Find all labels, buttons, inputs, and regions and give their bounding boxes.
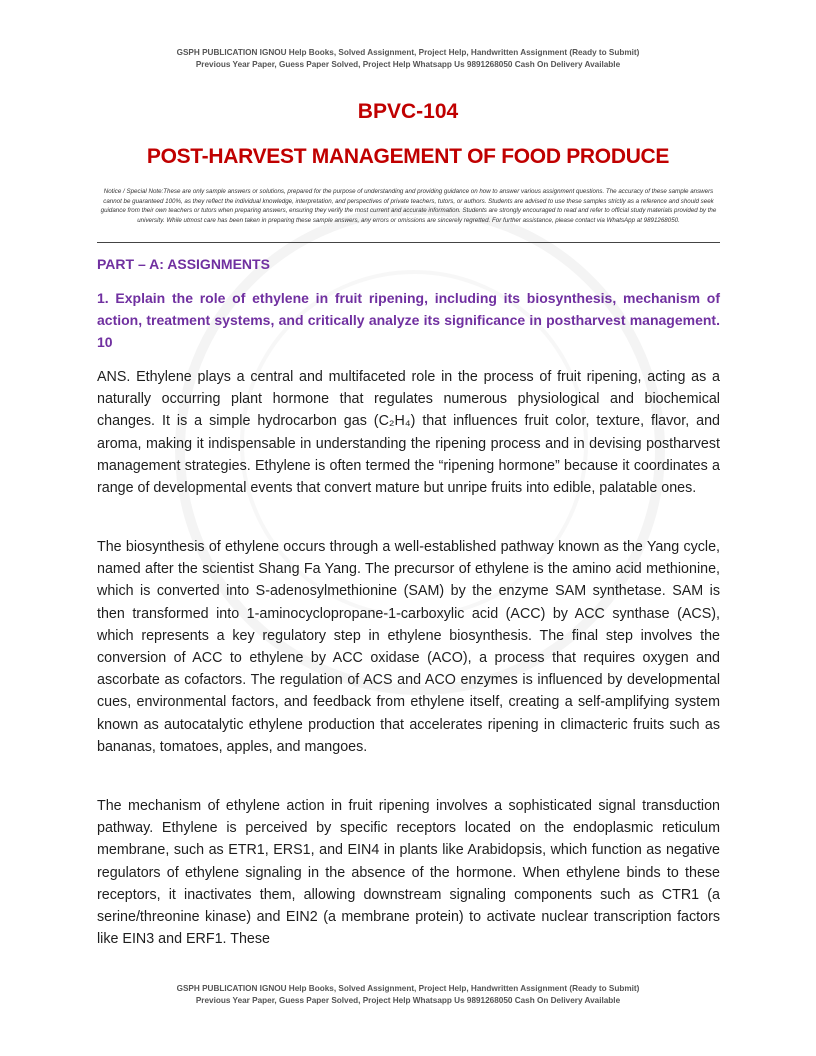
course-code: BPVC-104 xyxy=(357,100,459,123)
page-footer xyxy=(0,983,816,1007)
page-header xyxy=(0,47,816,71)
answer-paragraph: ANS. Ethylene plays a central and multifaceted role in the process of fruit ripening, acting as a naturally occurring plant hormone that regulates numerous physiological and biochemical changes. It is a simple hydrocarbon gas (C₂H₄) that influences fruit color, texture, flavor, and aroma, making it indispensable in understanding the ripening process and in devising postharvest management strategies. Ethylene is often termed the “ripening hormone” because it coordinates a range of developmental events that convert mature but unripe fruits into edible, palatable ones. xyxy=(97,369,720,497)
answer-paragraph: The biosynthesis of ethylene occurs through a well-established pathway known as the Yang cycle, named after the scientist Shang Fa Yang. The precursor of ethylene is the amino acid methionine, which is converted into S-adenosylmethionine (SAM) by the enzyme SAM synthetase. SAM is then transformed into 1-aminocyclopropane-1-carboxylic acid (ACC) by ACC synthase (ACS), which represents a key regulatory step in ethylene biosynthesis. The final step involves the conversion of ACC to ethylene by ACC oxidase (ACO), a process that requires oxygen and ascorbate as cofactors. The regulation of ACS and ACO enzymes is influenced by developmental cues, environmental factors, and feedback from ethylene itself, creating a self-amplifying system known as autocatalytic ethylene production that accelerates ripening in climacteric fruits such as bananas, tomatoes, apples, and mangoes. xyxy=(97,539,720,755)
answer-paragraph: The mechanism of ethylene action in fruit ripening involves a sophisticated signal transduction pathway. Ethylene is perceived by specific receptors located on the endoplasmic reticulum membrane, such as ETR1, ERS1, and EIN4 in plants like Arabidopsis, which function as negative regulators of ethylene signaling in the absence of the hormone. When ethylene binds to these receptors, it inactivates them, allowing downstream signaling components such as CTR1 (a serine/threonine kinase) and EIN2 (a membrane protein) to activate nuclear transcription factors like EIN3 and ERF1. These xyxy=(97,798,720,948)
footer-line-2: Previous Year Paper, Guess Paper Solved, Project Help Whatsapp Us 9891268050 Cash On Delivery Available xyxy=(195,996,621,1005)
divider xyxy=(97,242,720,243)
document-title: POST-HARVEST MANAGEMENT OF FOOD PRODUCE xyxy=(146,145,670,168)
section-heading: PART – A: ASSIGNMENTS xyxy=(97,256,270,272)
notice-text: Notice / Special Note:These are only sample answers or solutions, prepared for the purpose of understanding and providing guidance on how to answer various assignment questions. The accuracy of these sample answers cannot be guaranteed 100%, as they reflect the individual knowledge, interpretation, and perspectives of private teachers, tutors, or authors. Students are advised to use these samples strictly as a reference and should seek guidance from their own teachers or tutors when preparing answers, ensuring they verify the most current and accurate information. Students are strongly encouraged to read and refer to official study materials provided by the university. While utmost care has been taken in preparing these sample answers, any errors or omissions are sincerely regretted. For further assistance, please contact via WhatsApp at 9891268050. xyxy=(100,188,717,224)
header-line-2: Previous Year Paper, Guess Paper Solved, Project Help Whatsapp Us 9891268050 Cash On Delivery Available xyxy=(195,60,621,69)
header-line-1: GSPH PUBLICATION IGNOU Help Books, Solved Assignment, Project Help, Handwritten Assignment (Ready to Submit) xyxy=(176,48,640,57)
question-text: 1. Explain the role of ethylene in fruit ripening, including its biosynthesis, mechanism of action, treatment systems, and critically analyze its significance in postharvest management. 10 xyxy=(97,290,720,350)
footer-line-1: GSPH PUBLICATION IGNOU Help Books, Solved Assignment, Project Help, Handwritten Assignment (Ready to Submit) xyxy=(176,984,640,993)
